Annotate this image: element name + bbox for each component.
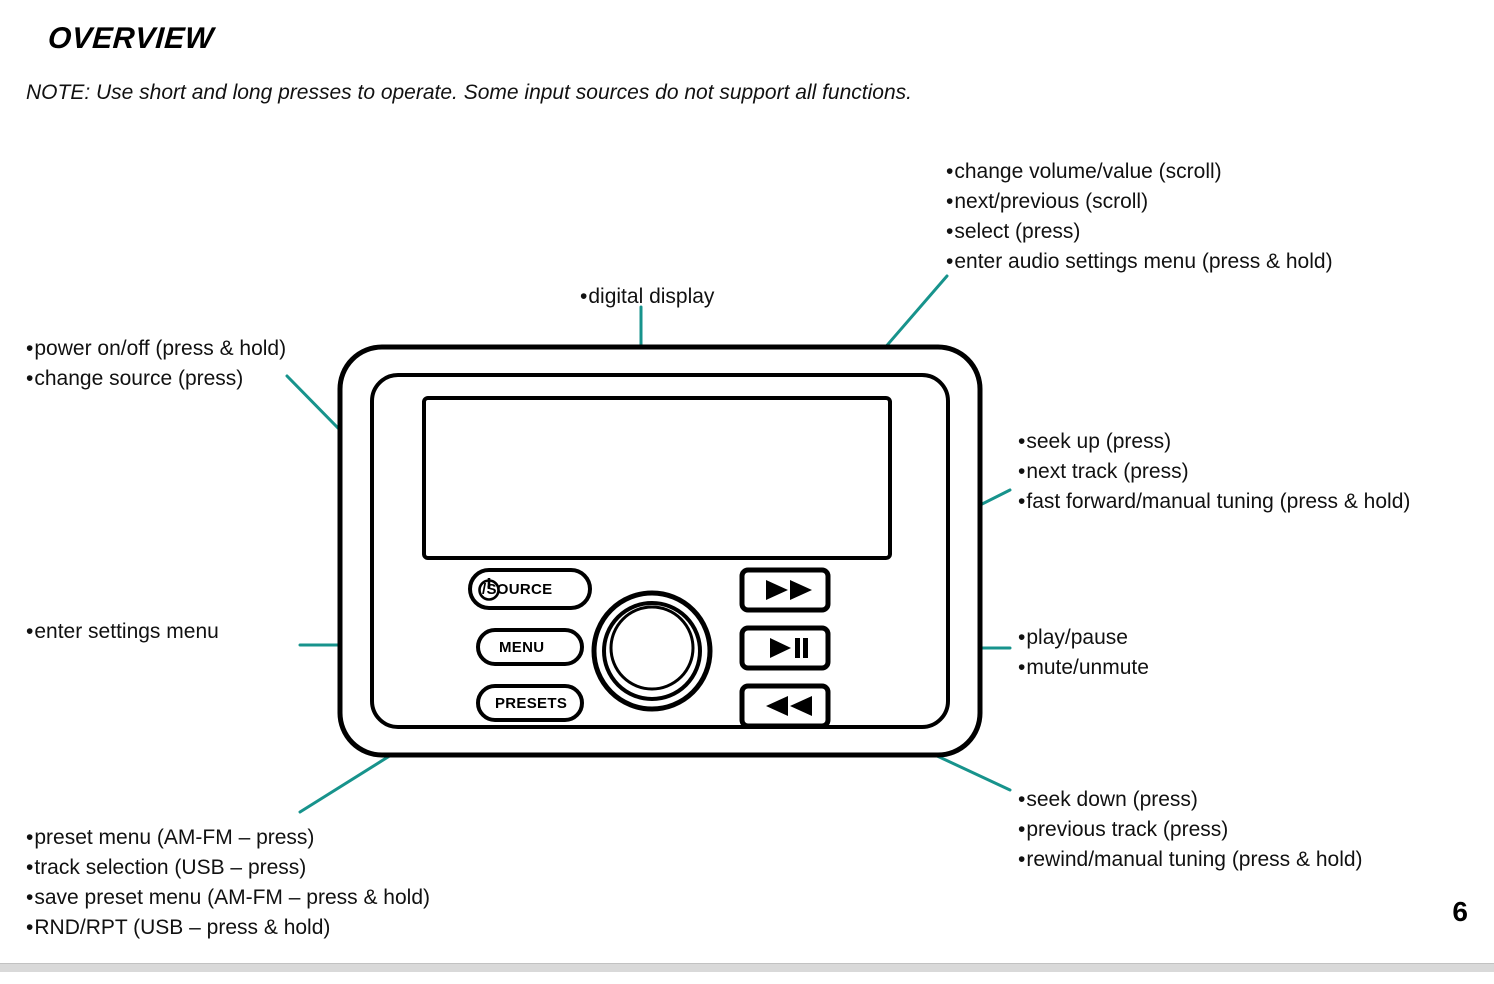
callout-line: • enter settings menu — [26, 617, 219, 647]
callout-line: • play/pause — [1018, 623, 1149, 653]
callout-power-source — [26, 334, 286, 394]
page-note: NOTE: Use short and long presses to operate. Some input sources do not support all functions. — [26, 81, 912, 104]
callout-line: • fast forward/manual tuning (press & hold) — [1018, 487, 1410, 517]
callout-line: • rewind/manual tuning (press & hold) — [1018, 845, 1363, 875]
rotary-knob — [594, 593, 710, 709]
callout-line: • seek down (press) — [1018, 785, 1363, 815]
callout-play-pause — [1018, 623, 1149, 683]
callout-line: • enter audio settings menu (press & hold) — [946, 247, 1333, 277]
page-footer-rule — [0, 963, 1494, 972]
callout-line: • seek up (press) — [1018, 427, 1410, 457]
callout-line: • preset menu (AM-FM – press) — [26, 823, 430, 853]
page-title: OVERVIEW — [46, 22, 215, 55]
callout-volume-knob — [946, 157, 1333, 277]
radio-faceplate — [340, 347, 980, 755]
callout-digital-display — [580, 282, 714, 312]
presets-button — [478, 686, 582, 720]
power-source-button-label: /SOURCE — [482, 581, 553, 598]
callout-line: • track selection (USB – press) — [26, 853, 430, 883]
presets-button-label: PRESETS — [495, 695, 568, 712]
callout-line: • change volume/value (scroll) — [946, 157, 1333, 187]
callout-line: • next track (press) — [1018, 457, 1410, 487]
digital-display-screen — [424, 398, 890, 558]
menu-button-label: MENU — [499, 639, 545, 656]
callout-line: • change source (press) — [26, 364, 286, 394]
play-pause-button — [742, 628, 828, 668]
callout-seek-down — [1018, 785, 1363, 875]
callout-line: • save preset menu (AM-FM – press & hold) — [26, 883, 430, 913]
callout-line: • next/previous (scroll) — [946, 187, 1333, 217]
callout-line: • select (press) — [946, 217, 1333, 247]
callout-line: • RND/RPT (USB – press & hold) — [26, 913, 430, 943]
menu-button — [478, 630, 582, 664]
callout-line: • mute/unmute — [1018, 653, 1149, 683]
fast-forward-button — [742, 570, 828, 610]
callout-seek-up — [1018, 427, 1410, 517]
callout-line: • power on/off (press & hold) — [26, 334, 286, 364]
callout-settings-menu — [26, 617, 219, 647]
rewind-button — [742, 686, 828, 726]
callout-line: • previous track (press) — [1018, 815, 1363, 845]
callout-line: • digital display — [580, 282, 714, 312]
callout-presets — [26, 823, 430, 943]
page-number: 6 — [1452, 896, 1468, 927]
